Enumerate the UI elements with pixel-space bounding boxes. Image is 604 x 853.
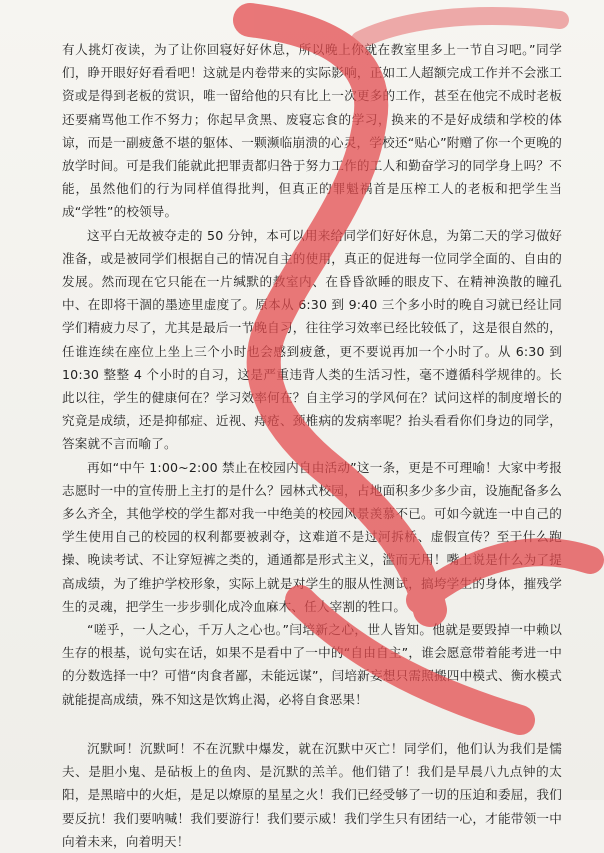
paragraph-1: 有人挑灯夜读，为了让你回寝好好休息，所以晚上你就在教室里多上一节自习吧。”同学们，睁开眼好好看看吧！这就是内卷带来的实际影响，正如工人超额完成工作并不会涨工资或是得到老板的赏识，唯一留给他的只有比上一次更多的工作，甚至在他完不成时老板还要痛骂他工作不努力；你起早贪黑、废寝忘食的学习，换来的不是好成绩和学校的体谅，而是一副疲惫不堪的躯体、一颗濒临崩溃的心灵，学校还“贴心”附赠了你一个更晚的放学时间。可是我们能就此把罪责都归咎于努力工作的工人和勤奋学习的同学身上吗？不能，虽然他们的行为同样值得批判，但真正的罪魁祸首是压榨工人的老板和把学生当成“学牲”的校领导。 (62, 42, 562, 220)
paragraph-2: 这平白无故被夺走的 50 分钟，本可以用来给同学们好好休息，为第二天的学习做好准备，或是被同学们根据自己的情况自主的使用，真正的促进每一位同学全面的、自由的发展。然而现在它只能在一片缄默的教室内、在昏昏欲睡的眼皮下、在精神涣散的瞳孔中、在即将干涸的墨迹里虚度了。原本从 6:30 到 9:40 三个多小时的晚自习就已经让同学们精疲力尽了，尤其是最后一节晚自习，往往学习效率已经比较低了，这是很自然的，任谁连续在座位上坐上三个小时也会感到疲惫，更不要说再加一个小时了。从 6:30 到 10:30 整整 4 个小时的自习，这是严重违背人类的生活习性，毫不遵循科学规律的。长此以往，学生的健康何在？学习效率何在？自主学习的学风何在？试问这样的制度增长的究竟是成绩，还是抑郁症、近视、痔疮、颈椎病的发病率呢？抬头看看你们身边的同学，答案就不言而喻了。 (62, 227, 562, 452)
paragraph-4: “嗟乎，一人之心，千万人之心也。”闫培新之心，世人皆知。他就是要毁掉一中赖以生存的根基，说句实在话，如果不是看中了一中的“自由自主”，谁会愿意带着能考进一中的分数选择一中？可惜“肉食者鄙，未能远谋”，闫培新妄想只需照搬四中模式、衡水模式就能提高成绩，殊不知这是饮鸩止渴，必将自食恶果！ (62, 622, 562, 707)
article-body (62, 38, 562, 853)
paragraph-5: 沉默呵！沉默呵！不在沉默中爆发，就在沉默中灭亡！同学们，他们认为我们是懦夫、是胆小鬼、是砧板上的鱼肉、是沉默的羔羊。他们错了！我们是早晨八九点钟的太阳，是黑暗中的火炬，是足以燎原的星星之火！我们已经受够了一切的压迫和委屈，我们要反抗！我们要呐喊！我们要游行！我们要示威！我们学生只有团结一心，才能带领一中向着未来，向着明天！ (62, 740, 562, 849)
paragraph-3: 再如“中午 1:00~2:00 禁止在校园内自由活动”这一条，更是不可理喻！大家中考报志愿时一中的宣传册上主打的是什么？园林式校园，占地面积多少多少亩，设施配备多么多么齐全，其他学校的学生都对我一中绝美的校园风景羡慕不已。可如今就连一中自己的学生使用自己的校园的权利都要被剥夺，这难道不是过河拆桥、虚假宣传？至于什么跑操、晚读考试、不让穿短裤之类的，通通都是形式主义，滥而无用！嘴上说是什么为了提高成绩，为了维护学校形象，实际上就是对学生的服从性测试，搞垮学生的身体，摧残学生的灵魂，把学生一步步驯化成冷血麻木、任人宰割的牲口。 (62, 459, 562, 614)
